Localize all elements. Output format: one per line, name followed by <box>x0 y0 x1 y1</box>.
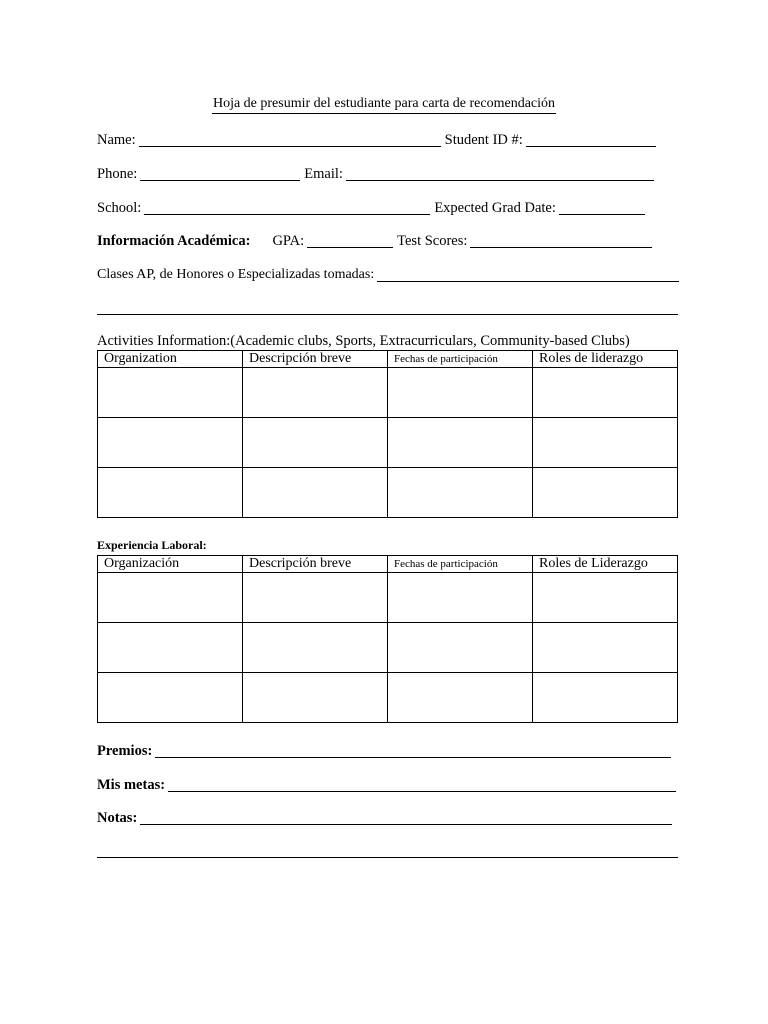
ap-classes-row <box>97 266 683 284</box>
table-header-row <box>98 556 678 573</box>
goals-row <box>97 776 680 794</box>
table-cell[interactable] <box>98 468 243 518</box>
awards-label: Premios: <box>97 743 153 759</box>
table-row <box>98 468 678 518</box>
table-cell[interactable] <box>533 673 678 723</box>
page-title: Hoja de presumir del estudiante para carta de recomendación <box>0 95 768 114</box>
student-id-label: Student ID #: <box>444 132 523 148</box>
table-row <box>98 368 678 418</box>
table-cell[interactable] <box>243 368 388 418</box>
activities-heading-row <box>97 332 630 350</box>
table-cell[interactable] <box>533 623 678 673</box>
table-cell[interactable] <box>243 673 388 723</box>
phone-label: Phone: <box>97 166 138 182</box>
test-scores-field[interactable] <box>470 233 652 248</box>
work-heading: Experiencia Laboral: <box>97 538 207 552</box>
school-row <box>97 199 649 217</box>
work-table <box>97 555 678 723</box>
awards-field[interactable] <box>155 743 671 758</box>
table-cell[interactable] <box>98 573 243 623</box>
table-cell[interactable] <box>388 418 533 468</box>
gpa-field[interactable] <box>307 233 393 248</box>
table-cell[interactable] <box>98 673 243 723</box>
ap-classes-extra-line[interactable] <box>97 314 678 315</box>
school-field[interactable] <box>144 200 430 215</box>
activities-heading: Activities Information:(Academic clubs, Sports, Extracurriculars, Community-based Clubs) <box>97 333 630 349</box>
column-header: Descripción breve <box>243 556 388 573</box>
column-header: Organización <box>98 556 243 573</box>
column-header: Descripción breve <box>243 351 388 368</box>
notes-row <box>97 809 676 827</box>
table-header-row <box>98 351 678 368</box>
table-row <box>98 673 678 723</box>
goals-label: Mis metas: <box>97 777 166 793</box>
table-cell[interactable] <box>388 368 533 418</box>
table-cell[interactable] <box>388 673 533 723</box>
goals-field[interactable] <box>168 777 676 792</box>
school-label: School: <box>97 200 142 216</box>
activities-table <box>97 350 678 518</box>
gpa-label: GPA: <box>272 233 305 249</box>
test-scores-label: Test Scores: <box>397 233 468 249</box>
table-cell[interactable] <box>243 418 388 468</box>
grad-date-field[interactable] <box>559 200 645 215</box>
notes-field[interactable] <box>140 810 672 825</box>
table-cell[interactable] <box>533 573 678 623</box>
table-cell[interactable] <box>98 418 243 468</box>
email-label: Email: <box>304 166 343 182</box>
name-row <box>97 131 660 149</box>
table-row <box>98 623 678 673</box>
table-cell[interactable] <box>243 573 388 623</box>
column-header: Fechas de participación <box>388 351 533 368</box>
notes-label: Notas: <box>97 810 138 826</box>
column-header: Roles de Liderazgo <box>533 556 678 573</box>
table-row <box>98 573 678 623</box>
student-id-field[interactable] <box>526 132 656 147</box>
grad-date-label: Expected Grad Date: <box>434 200 556 216</box>
notes-extra-line[interactable] <box>97 857 678 858</box>
academic-label: Información Académica: <box>97 233 251 249</box>
table-cell[interactable] <box>243 468 388 518</box>
column-header: Roles de liderazgo <box>533 351 678 368</box>
ap-classes-label: Clases AP, de Honores o Especializadas tomadas: <box>97 267 375 282</box>
table-cell[interactable] <box>388 573 533 623</box>
contact-row <box>97 165 658 183</box>
table-cell[interactable] <box>388 468 533 518</box>
column-header: Fechas de participación <box>388 556 533 573</box>
table-cell[interactable] <box>98 368 243 418</box>
phone-field[interactable] <box>140 166 300 181</box>
awards-row <box>97 742 675 760</box>
table-cell[interactable] <box>388 623 533 673</box>
academic-row <box>97 232 656 250</box>
email-field[interactable] <box>346 166 654 181</box>
table-cell[interactable] <box>533 418 678 468</box>
name-field[interactable] <box>139 132 441 147</box>
table-cell[interactable] <box>533 368 678 418</box>
table-row <box>98 418 678 468</box>
name-label: Name: <box>97 132 136 148</box>
table-cell[interactable] <box>243 623 388 673</box>
column-header: Organization <box>98 351 243 368</box>
ap-classes-field[interactable] <box>377 267 679 282</box>
table-cell[interactable] <box>98 623 243 673</box>
table-cell[interactable] <box>533 468 678 518</box>
